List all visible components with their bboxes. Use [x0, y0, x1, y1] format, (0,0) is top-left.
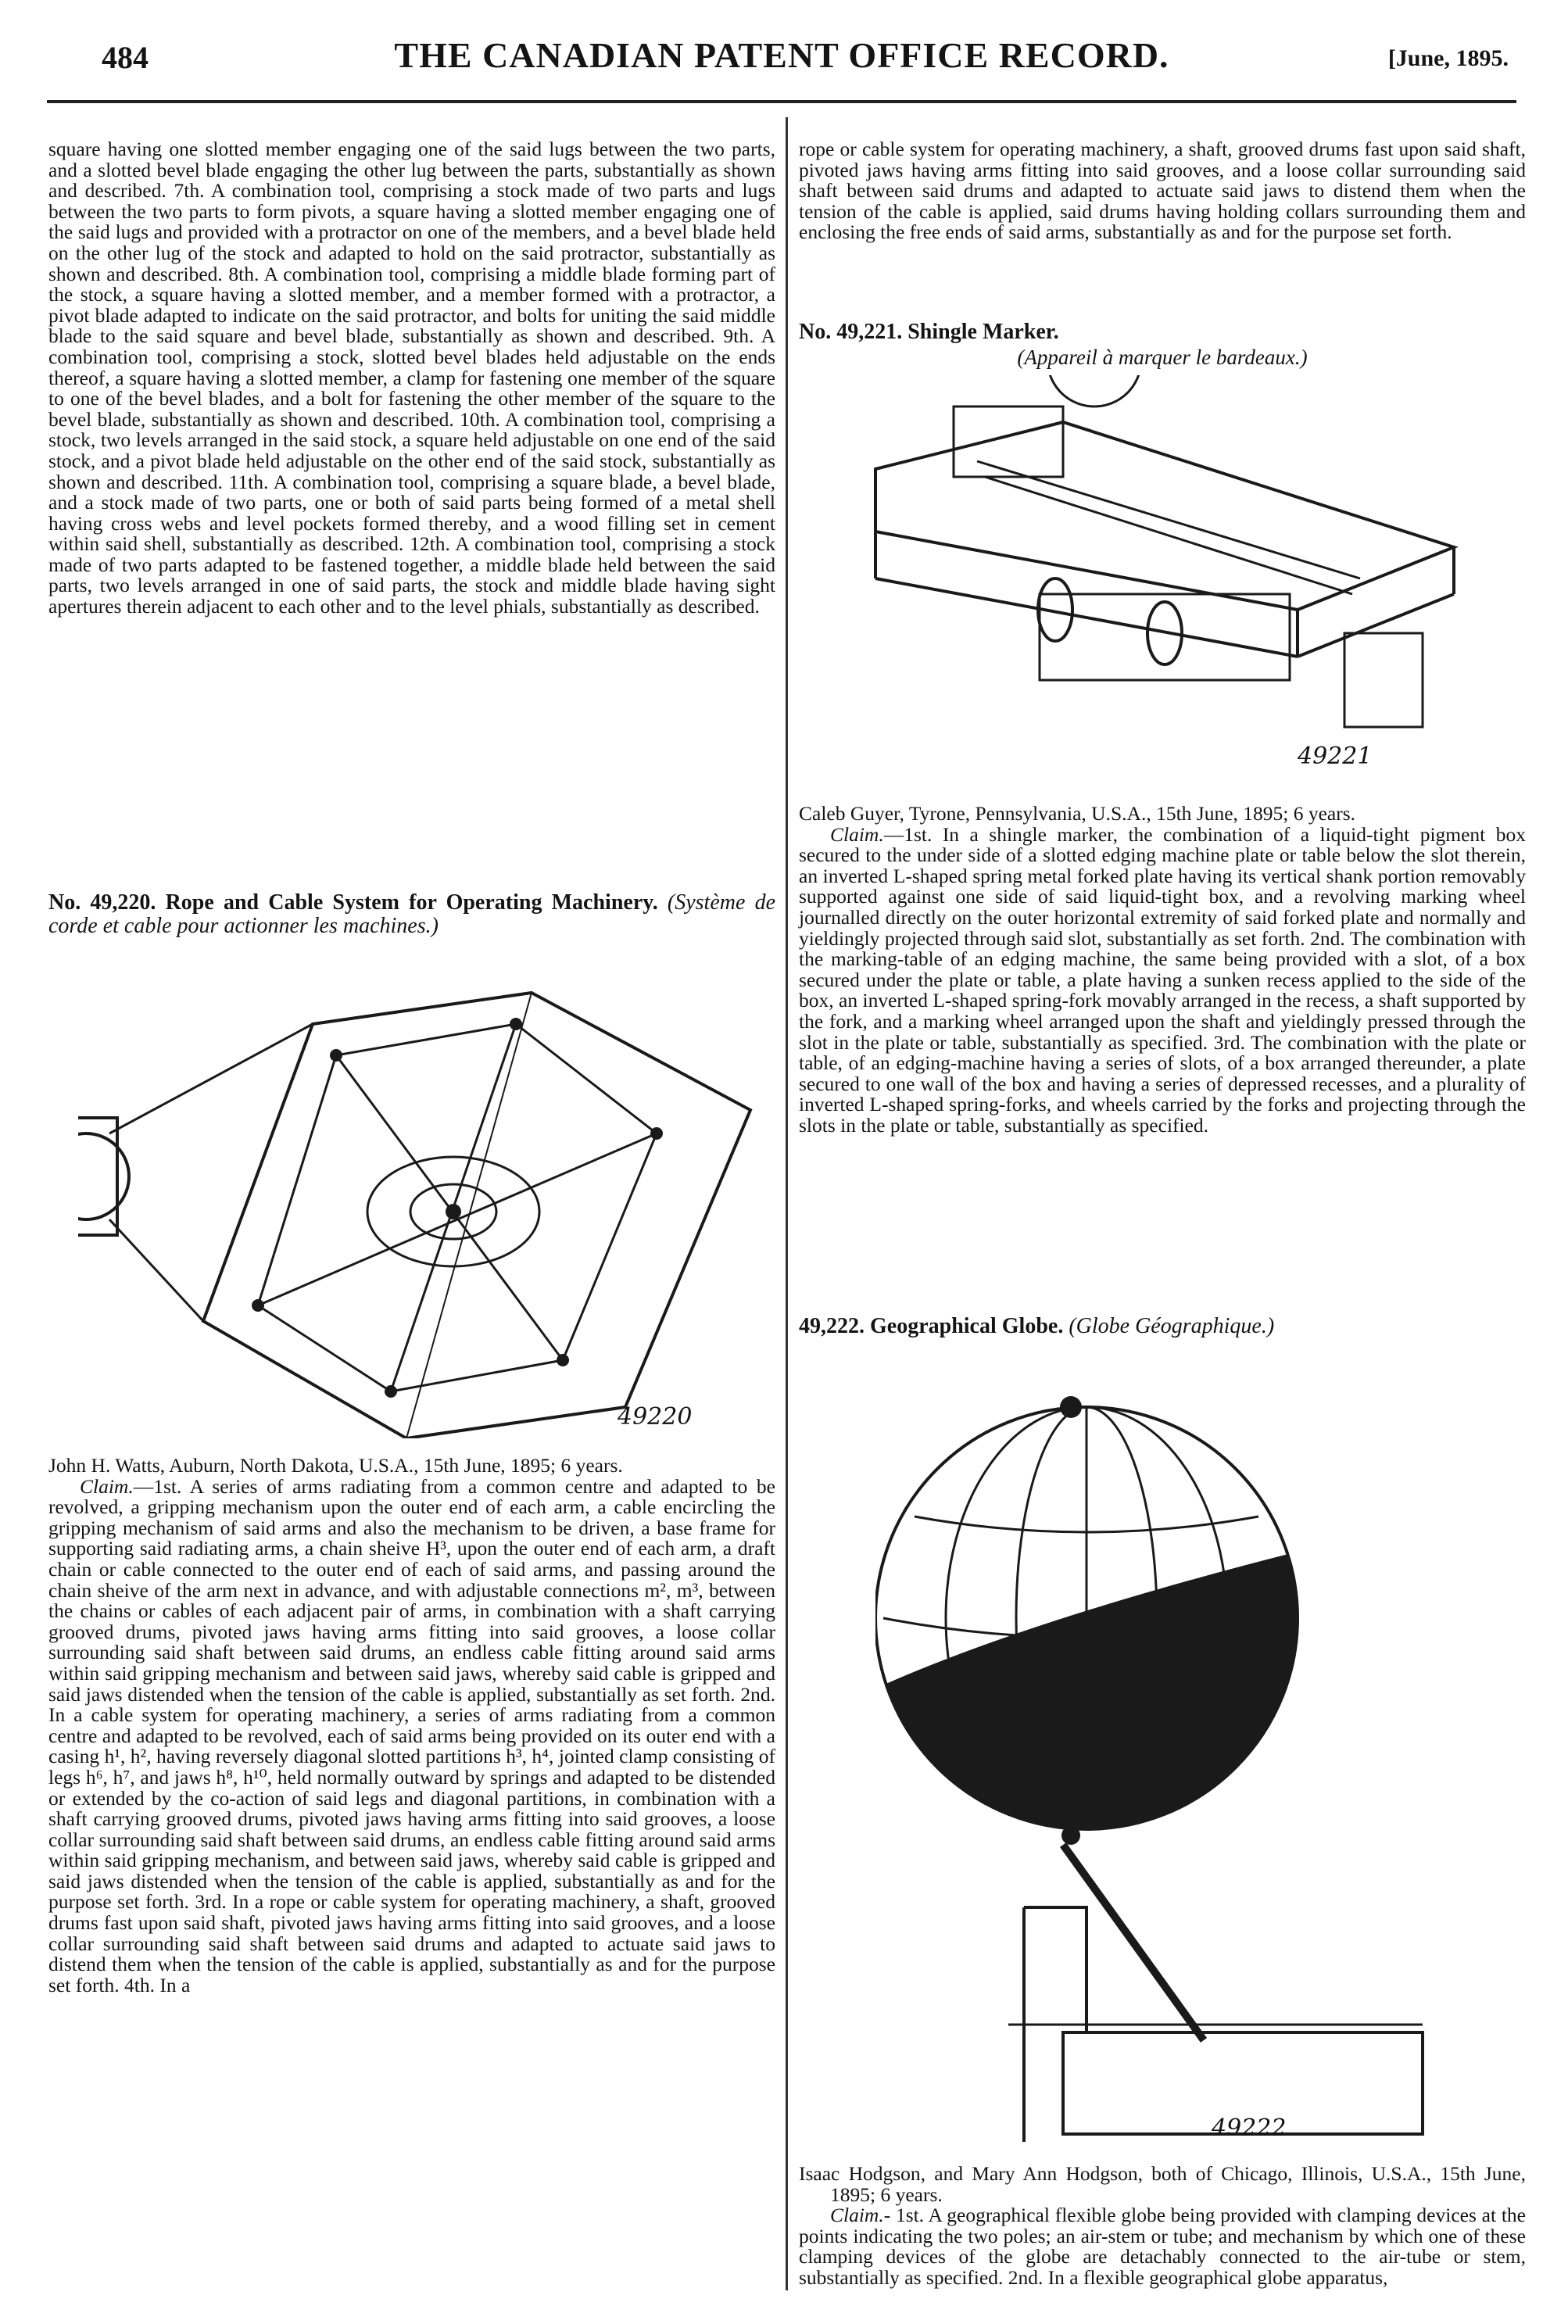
patent-title: Rope and Cable System for Operating Machinery. — [165, 890, 658, 915]
drive-cable-bottom — [109, 1219, 203, 1321]
support-leg — [1344, 633, 1423, 727]
patent-number: No. 49,221. — [799, 320, 903, 344]
figure-shingle-marker — [860, 375, 1470, 790]
continued-claims-text: rope or cable system for operating machinery, a shaft, grooved drums fast upon said shaft, pivoted jaws having arms fitting into said grooves, and a loose collar surrounding said shaft between said drums and adapted to actuate said jaws to distend them when the tension of the cable is applied, said drums having holding collars surrounding them and enclosing the free ends of said arms, substantially as and for the purpose set forth. — [799, 138, 1526, 244]
patent-french-title: (Appareil à marquer le bardeaux.) — [1017, 346, 1308, 369]
patent-49220-body — [48, 1456, 775, 2284]
table-top — [875, 422, 1454, 610]
claims-text: - 1st. A geographical flexible globe being provided with clamping devices at the points indicating the two poles; an air-stem or tube; and mechanism by which one of these clamping devices of the globe are detachably connected to the air-tube or stem, substantially as specified. 2nd. In a flexible geographical globe apparatus, — [799, 2204, 1526, 2289]
inventor-line: John H. Watts, Auburn, North Dakota, U.S.A., 15th June, 1895; 6 years. — [48, 1454, 623, 1477]
header-rule — [47, 100, 1516, 103]
issue-date: [June, 1895. — [1387, 45, 1509, 71]
air-tube — [1063, 1845, 1204, 2040]
figure-label: 49221 — [1298, 743, 1373, 770]
patent-title: Geographical Globe. — [870, 1314, 1064, 1338]
patent-49222-body — [799, 2164, 1526, 2320]
pole-clamp — [1060, 1396, 1082, 1418]
saw-blade — [1047, 375, 1141, 406]
column-divider — [786, 117, 788, 2290]
inventor-line: Caleb Guyer, Tyrone, Pennsylvania, U.S.A., 15th June, 1895; 6 years. — [799, 802, 1356, 825]
claims-text: —1st. In a shingle marker, the combination of a liquid-tight pigment box secured to the under side of a slotted edging machine plate or table below the slot therein, an inverted L-shaped spring metal forked plate having its vertical shank portion removably supported against one side of said liquid-tight box, and a revolving marking wheel journalled directly on the outer horizontal extremity of said forked plate and normally and yieldingly projected through said slot, substantially as set forth. 2nd. The combination with the marking-table of an edging machine, the same being provided with a slot, of a box secured under the plate or table, a plate having a sunken recess applied to the side of the box, an inverted L-shaped spring-fork movably arranged in the recess, a shaft supported by the fork, and a marking wheel arranged upon the shaft and yieldingly pressed through the slot in the plate or table, substantially as specified. 3rd. The combination with the plate or table, of an edging-machine having a series of slots, of a box arranged thereunder, a plate secured to one wall of the box and having a series of depressed recesses, and a plurality of inverted L-shaped spring-forks, and wheels carried by the forks and projecting through the slots in the plate or table, substantially as specified. — [799, 822, 1526, 1137]
figure-label: 49220 — [618, 1403, 693, 1431]
driven-wheel — [78, 1133, 129, 1219]
axis-line — [406, 993, 532, 1438]
claim-label: Claim. — [80, 1474, 134, 1498]
patent-49221-body — [799, 804, 1526, 1304]
journal-title: THE CANADIAN PATENT OFFICE RECORD. — [394, 35, 1169, 75]
pigment-box — [1040, 594, 1290, 680]
figure-rope-cable-system — [78, 969, 766, 1438]
page-number: 484 — [102, 40, 149, 75]
patent-49222-heading — [799, 1315, 1526, 1338]
patent-49221-heading — [799, 320, 1526, 369]
table-front — [875, 578, 1298, 657]
patent-49220-heading — [48, 891, 775, 938]
globe-drawing — [875, 1360, 1454, 2150]
patent-french-title: (Système de corde et cable pour actionner les machines.) — [48, 890, 775, 938]
page-header — [47, 31, 1516, 86]
patent-title: Shingle Marker. — [908, 320, 1059, 344]
figure-label: 49222 — [1212, 2115, 1287, 2142]
column-left-continued-claims — [48, 139, 775, 890]
patent-number: No. 49,220. — [48, 890, 156, 915]
shingle-marker-drawing — [860, 375, 1470, 790]
claim-label: Claim. — [830, 822, 884, 846]
rope-cable-drawing — [78, 969, 766, 1438]
pole-clamp — [1061, 1826, 1080, 1845]
guide-block — [954, 406, 1063, 477]
patent-french-title: (Globe Géographique.) — [1069, 1314, 1275, 1338]
claims-text: —1st. A series of arms radiating from a common centre and adapted to be revolved, a gripping mechanism upon the outer end of each arm, a cable encircling the gripping mechanism of said arms and also the mechanism to be driven, a base frame for supporting said radiating arms, a chain sheive H³, upon the outer end of each arm, a draft chain or cable connected to the outer end of each of said arms, and passing around the chain sheive of the arm next in advance, and with adjustable connections m², m³, between the chains or cables of each adjacent pair of arms, in combination with a shaft carrying grooved drums, pivoted jaws having arms fitting into said grooves, a loose collar surrounding said shaft between said drums, an endless cable fitting around said arms within said gripping mechanism and between said jaws, whereby said cable is gripped and said jaws distended when the tension of the cable is applied, substantially as set forth. 2nd. In a cable system for operating machinery, a series of arms radiating from a common centre and adapted to be revolved, each of said arms being provided on its outer end with a casing h¹, h², having reversely diagonal slotted partitions h³, h⁴, jointed clamp consisting of legs h⁶, h⁷, and jaws h⁸, h¹⁰, held normally outward by springs and adapted to be distended or extended by the co-action of said legs and diagonal partitions, in combination with a shaft carrying grooved drums, pivoted jaws having arms fitting into said grooves, a loose collar surrounding said shaft between said drums, an endless cable fitting around said arms within said gripping mechanism, and between said jaws, whereby said cable is gripped and said jaws distended when the tension of the cable is applied, substantially as and for the purpose set forth. 3rd. In a rope or cable system for operating machinery, a shaft, grooved drums fast upon said shaft, pivoted jaws having arms fitting into said grooves, and a loose collar surrounding said shaft between said drums and adapted to actuate said jaws to distend them when the tension of the cable is applied, substantially as and for the purpose set forth. 4th. In a — [48, 1474, 775, 1996]
figure-geographical-globe — [875, 1360, 1454, 2150]
continued-claims-text: square having one slotted member engaging one of the said lugs between the two parts, and a slotted bevel blade engaging the other lug between the parts, substantially as shown and described. 7th. A combination tool, comprising a stock made of two parts and lugs between the two parts to form pivots, a square having a slotted member engaging one of the said lugs and provided with a protractor on one of the members, and a bevel blade held on the other lug of the stock and adapted to hold on the said protractor, substantially as shown and described. 8th. A combination tool, comprising a middle blade forming part of the stock, a square having a slotted member, and a member formed with a protractor, a pivot blade adapted to indicate on the said protractor, and bolts for uniting the said middle blade to the said square and bevel blade, substantially as shown and described. 9th. A combination tool, comprising a stock, slotted bevel blades held adjustable on the ends thereof, a square having a slotted member, a clamp for fastening one member of the square to one of the bevel blades, and a bolt for fastening the other member of the square to the bevel blade, substantially as shown and described. 10th. A combination tool, comprising a stock, two levels arranged in the said stock, a square held adjustable on one end of the said stock, and a pivot blade held adjustable on the other end of the said stock, substantially as shown and described. 11th. A combination tool, comprising a square blade, a bevel blade, and a stock made of two parts, one or both of said parts being formed of a metal shell having cross webs and level pockets formed thereby, and a wood filling set in cement within said shell, substantially as described. 12th. A combination tool, comprising a stock made of two parts adapted to be fastened together, a middle blade held between the said parts, two levels arranged in one of said parts, the stock and middle blade having sight apertures therein adjacent to each other and to the level phials, substantially as described. — [48, 138, 775, 618]
stand-bracket — [1024, 1907, 1087, 2032]
drive-cable-top — [109, 1024, 313, 1133]
claim-label: Claim. — [830, 2204, 884, 2227]
globe-dark-region — [875, 1548, 1313, 1845]
patent-number: 49,222. — [799, 1314, 865, 1338]
column-right-continued-claims — [799, 139, 1526, 295]
inventor-line: Isaac Hodgson, and Mary Ann Hodgson, both of Chicago, Illinois, U.S.A., 15th June, 1895; 6 years. — [799, 2162, 1526, 2206]
